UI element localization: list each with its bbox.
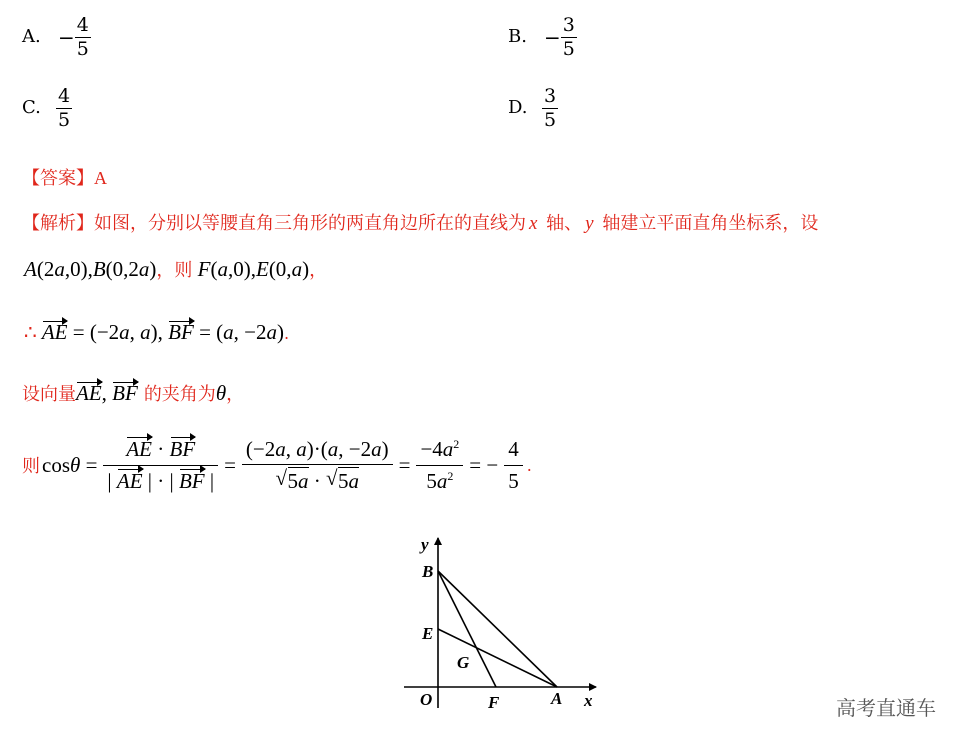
coords-prefix: ，则 xyxy=(156,260,193,281)
label-y: y xyxy=(421,535,429,554)
angle-end: ， xyxy=(226,384,245,405)
cos-fraction-3: $\frac{-4a^2}{5a^2}$ xyxy=(416,436,463,494)
answer-line xyxy=(22,164,107,190)
label-x: x xyxy=(584,691,593,710)
option-a-denominator: 5 xyxy=(76,37,89,60)
option-b-letter: B. xyxy=(508,26,527,48)
angle-line xyxy=(22,380,244,406)
vector-equations: AE = (−2a, a), BF = (a, −2a) xyxy=(41,320,285,344)
option-b-sign: − xyxy=(544,25,561,50)
set-vector-text: 设向量 xyxy=(22,384,76,405)
option-c-numerator: 4 xyxy=(58,85,71,107)
label-g: G xyxy=(457,653,470,672)
label-e: E xyxy=(422,624,434,643)
analysis-line-1 xyxy=(22,209,818,235)
option-b-denominator: 5 xyxy=(562,37,575,60)
option-a-sign: − xyxy=(58,25,75,50)
option-a-fraction xyxy=(75,14,91,61)
analysis-x-var: x xyxy=(529,213,538,234)
option-d-numerator: 3 xyxy=(544,85,557,107)
coords-fe: F(a,0),E(0,a) xyxy=(197,257,310,281)
option-a xyxy=(22,14,91,61)
option-c xyxy=(22,85,72,132)
option-b-numerator: 3 xyxy=(562,14,575,36)
watermark: 高考直通车 xyxy=(836,696,936,720)
therefore-symbol: ∴ xyxy=(24,320,37,344)
option-d-letter: D. xyxy=(508,97,528,119)
option-c-fraction xyxy=(56,85,72,132)
analysis-text-2: 轴建立平面直角坐标系，设 xyxy=(596,213,819,234)
answer-label: 【答案】 xyxy=(22,168,94,189)
cos-formula-line: 则 cosθ = $\frac{AE \cdot BF}{| AE | \cdot | BF |}$ = (−2a, a)·(a, −2a) √ 5a · √ 5a = $\frac{-4a^2}{5a^2}$ = − $\frac{4}{5}$ . xyxy=(22,432,532,498)
answer-value: A xyxy=(94,168,107,188)
cos-fraction-1: $\frac{AE \cdot BF}{| AE | \cdot | BF |}$ xyxy=(103,436,218,494)
segment-ea xyxy=(438,629,557,687)
cos-theta: cosθ = xyxy=(42,452,98,477)
geometry-figure xyxy=(400,530,610,720)
cos-fraction-4: $\frac{4}{5}$ xyxy=(504,436,523,494)
label-o: O xyxy=(420,690,433,709)
angle-vectors: AE, BF xyxy=(76,381,138,405)
analysis-label: 【解析】 xyxy=(22,213,94,234)
analysis-y-var: y xyxy=(585,213,594,234)
then-text: 则 xyxy=(22,456,40,477)
option-a-letter: A. xyxy=(22,26,41,48)
analysis-axis-1: 轴、 xyxy=(540,213,583,234)
option-c-letter: C. xyxy=(22,97,41,119)
option-d-denominator: 5 xyxy=(544,108,557,131)
option-c-denominator: 5 xyxy=(58,108,71,131)
analysis-text-1: 如图，分别以等腰直角三角形的两直角边所在的直线为 xyxy=(94,213,526,234)
label-a: A xyxy=(551,689,563,708)
cos-fraction-2: (−2a, a)·(a, −2a) √ 5a · √ 5a xyxy=(242,436,393,495)
label-b: B xyxy=(422,562,434,581)
coordinates-line xyxy=(24,256,327,282)
option-d-fraction xyxy=(542,85,558,132)
coords-end: ， xyxy=(309,260,328,281)
coords-ab: A(2a,0),B(0,2a) xyxy=(24,257,157,281)
label-f: F xyxy=(488,693,500,712)
option-b-fraction xyxy=(561,14,577,61)
option-d xyxy=(508,85,558,132)
option-a-numerator: 4 xyxy=(76,14,89,36)
segment-ba xyxy=(438,571,557,687)
theta-symbol: θ xyxy=(215,381,227,405)
vector-line: ∴ AE = (−2a, a), BF = (a, −2a). xyxy=(24,320,290,344)
option-b xyxy=(508,14,577,61)
angle-text: 的夹角为 xyxy=(143,384,216,405)
